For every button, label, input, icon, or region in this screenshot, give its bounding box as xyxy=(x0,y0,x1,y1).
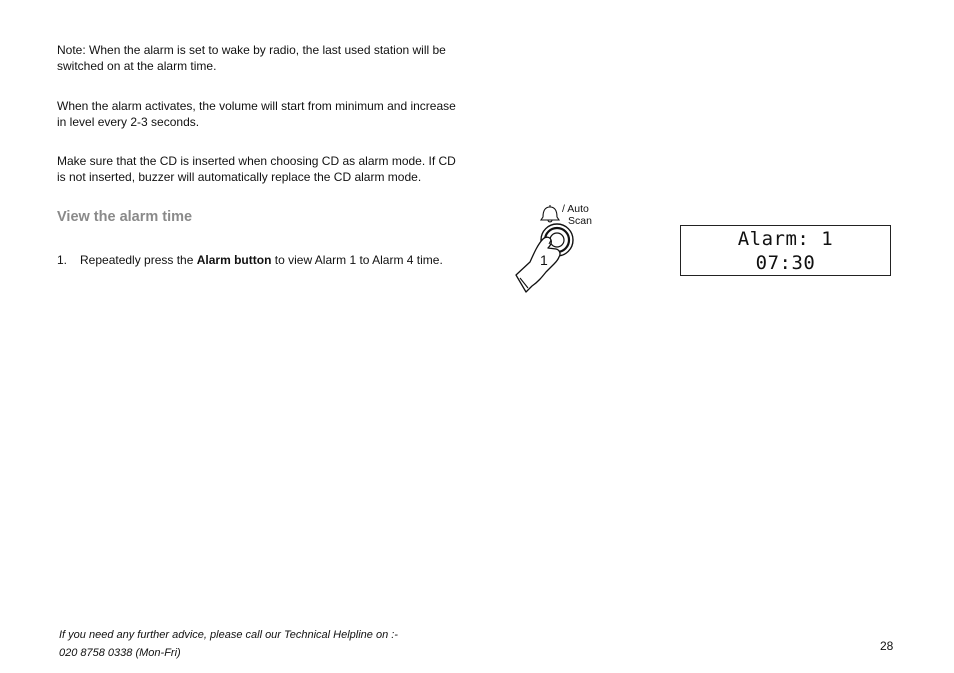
lcd-line-alarm: Alarm: 1 xyxy=(737,228,834,250)
section-heading: View the alarm time xyxy=(57,209,193,225)
lcd-display xyxy=(680,225,891,276)
step-text-bold: Alarm button xyxy=(196,253,272,267)
page-number: 28 xyxy=(880,639,894,653)
step-text-before: Repeatedly press the xyxy=(80,253,197,267)
bell-icon xyxy=(541,205,559,222)
volume-paragraph: When the alarm activates, the volume will start from minimum and increase in level every 2-3 seconds. xyxy=(57,99,456,129)
footer-phone: 020 8758 0338 (Mon-Fri) xyxy=(59,647,181,659)
instruction-step xyxy=(57,252,466,268)
footer-helpline: If you need any further advice, please call our Technical Helpline on :- xyxy=(59,629,398,641)
scan-label: Scan xyxy=(568,215,592,227)
step-text-after: to view Alarm 1 to Alarm 4 time. xyxy=(271,253,443,267)
cd-paragraph: Make sure that the CD is inserted when choosing CD as alarm mode. If CD is not inserted, buzzer will automatically replace the CD alarm mode. xyxy=(57,154,456,184)
auto-label: / Auto xyxy=(562,203,589,215)
finger-number: 1 xyxy=(540,252,548,268)
lcd-line-time: 07:30 xyxy=(755,252,816,274)
step-number: 1. xyxy=(57,253,68,267)
step-text xyxy=(80,252,466,268)
alarm-button-illustration xyxy=(510,200,610,296)
note-paragraph: Note: When the alarm is set to wake by radio, the last used station will be switched on at the alarm time. xyxy=(57,43,446,73)
